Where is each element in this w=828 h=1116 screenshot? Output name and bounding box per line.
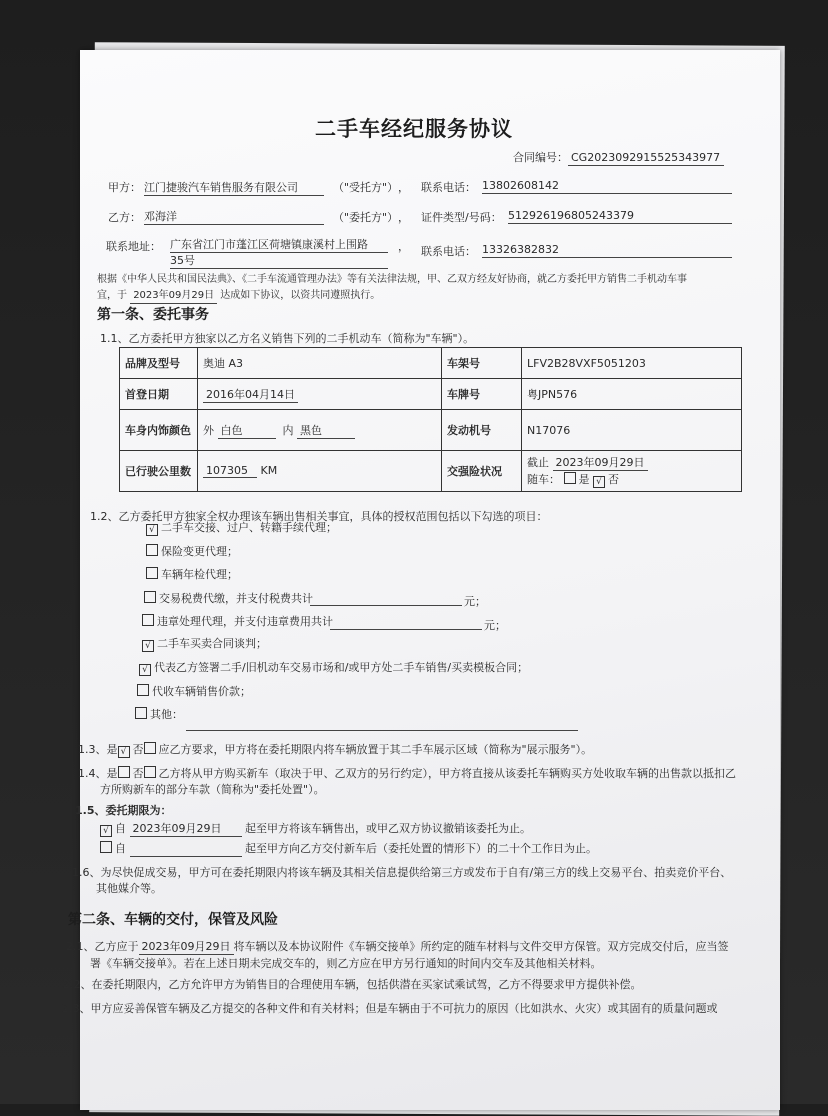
clause-1-4: 1.4、是 否 乙方将从甲方购买新车（取决于甲、乙双方的另行约定），甲方将直接从该委托车辆购买方处收取车辆的出售款以抵扣乙 [78, 767, 736, 780]
tax-yuan: 元； [464, 595, 486, 608]
vehicle-table [119, 347, 742, 492]
party-a-role: （"受托方"） [333, 181, 399, 194]
clause-1-5: 1.5、委托期限为： [75, 804, 172, 817]
outer-color: 白色 [218, 422, 276, 439]
insurance-label: 交强险状况 [442, 451, 522, 492]
delivery-date: 2023年09月29日 [139, 940, 234, 955]
option-item[interactable]: √ 二手车交接、过户、转籍手续代理； [146, 521, 337, 536]
plate-value: 粤JPN576 [522, 379, 742, 410]
clause-1-6: 1.6、为尽快促成交易，甲方可在委托期限内将该车辆及其相关信息提供给第三方或发布于自有/第三方的线上交易平台、拍卖竞价平台、 [72, 866, 732, 879]
contract-number-label: 合同编号： [513, 151, 568, 164]
clause-2-1-line-2: 署《车辆交接单》。若在上述日期未完成交车的，则乙方应在甲方另行通知的时间内交车及其他相关材料。 [90, 957, 602, 970]
party-a-phone-label: 联系电话： [421, 181, 476, 194]
option-item[interactable]: 交易税费代缴，并支付税费共计 [144, 591, 313, 606]
option-item[interactable]: √ 二手车买卖合同谈判； [142, 637, 267, 652]
brand-value: 奥迪 A3 [198, 348, 442, 379]
term-option-2[interactable]: 自 起至甲方向乙方交付新车后（委托处置的情形下）的二十个工作日为止。 [100, 841, 597, 857]
reg-date-label: 首登日期 [120, 379, 198, 410]
clause-2-3: 2.3、甲方应妥善保管车辆及乙方提交的各种文件和有关材料；但是车辆由于不可抗力的原因（比如洪水、火灾）或其固有的质量问题或 [62, 1002, 718, 1015]
tax-amount-blank[interactable] [310, 605, 462, 606]
option-checkbox[interactable] [146, 544, 158, 556]
table-row [120, 379, 742, 410]
clause-2-1: 2.1、乙方应于 2023年09月29日 将车辆以及本协议附件《车辆交接单》所约定的随车材料与文件交甲方保管。双方完成交付后，应当签 [66, 940, 729, 953]
term-2-checkbox[interactable] [100, 841, 112, 853]
address-line-1: 广东省江门市蓬江区荷塘镇康溪村上围路 [170, 238, 388, 253]
clause-1-3: 1.3、是 √ 否 应乙方要求，甲方将在委托期限内将车辆放置于其二手车展示区域（简称为"展示服务"）。 [78, 743, 593, 757]
party-a-label: 甲方： [108, 181, 141, 194]
party-b-id-label: 证件类型/号码： [421, 211, 502, 224]
mileage-value: 107305 [203, 464, 257, 478]
clause-1-1: 1.1、乙方委托甲方独家以乙方名义销售下列的二手机动车（简称为"车辆"）。 [100, 332, 475, 345]
party-a-name: 江门捷骏汽车销售服务有限公司 [144, 181, 324, 196]
option-item[interactable]: √ 代表乙方签署二手/旧机动车交易市场和/或甲方处二手车销售/买卖模板合同； [139, 661, 528, 676]
term-1-date: 2023年09月29日 [130, 822, 242, 837]
term-2-blank[interactable] [130, 842, 242, 857]
party-b-phone-label: 联系电话： [421, 245, 476, 258]
option-checkbox[interactable] [144, 591, 156, 603]
preamble-date: 2023年09月29日 [130, 289, 217, 304]
option-item[interactable]: 其他： [135, 707, 183, 722]
clause-1-4-yes-checkbox[interactable] [118, 766, 130, 778]
clause-1-3-yes-checkbox[interactable]: √ [118, 746, 130, 758]
party-b-label: 乙方： [108, 211, 141, 224]
term-option-1[interactable]: √ 自 2023年09月29日 起至甲方将该车辆售出，或甲乙双方协议撤销该委托为止。 [100, 822, 531, 837]
document-title: 二手车经纪服务协议 [315, 117, 513, 141]
party-b-role: （"委托方"） [333, 211, 399, 224]
option-checkbox[interactable] [135, 707, 147, 719]
mileage-unit: KM [260, 464, 278, 477]
table-row: 已行驶公里数 107305 KM 交强险状况 截止 2023年09月29日 随车： 是 √ 否 [120, 451, 742, 492]
engine-label: 发动机号 [442, 410, 522, 451]
party-b-phone: 13326382832 [482, 243, 732, 258]
section-1-title: 第一条、委托事务 [97, 307, 209, 323]
insurance-date: 2023年09月29日 [553, 454, 648, 471]
brand-label: 品牌及型号 [120, 348, 198, 379]
party-b-id: 512926196805243379 [508, 209, 732, 224]
preamble-line-2: 宜，于 2023年09月29日 达成如下协议，以资共同遵照执行。 [97, 289, 380, 304]
clause-2-2: 2.2、在委托期限内，乙方允许甲方为销售目的合理使用车辆，包括供潜在买家试乘试驾，乙方不得要求甲方提供补偿。 [63, 978, 642, 991]
plate-label: 车牌号 [442, 379, 522, 410]
engine-value: N17076 [522, 410, 742, 451]
checkbox-yes[interactable] [564, 472, 576, 484]
option-checkbox[interactable] [146, 567, 158, 579]
option-item[interactable]: 车辆年检代理； [146, 567, 238, 582]
address-line-2: 35号 [170, 254, 388, 269]
option-checkbox[interactable] [142, 614, 154, 626]
option-item[interactable]: 违章处理代理，并支付违章费用共计 [142, 614, 333, 629]
option-checkbox[interactable] [137, 684, 149, 696]
option-item[interactable]: 保险变更代理； [146, 544, 238, 559]
violation-amount-blank[interactable] [330, 629, 482, 630]
table-row: 车身内饰颜色 外 白色 内 黑色 发动机号 N17076 [120, 410, 742, 451]
preamble-line-1: 根据《中华人民共和国民法典》、《二手车流通管理办法》等有关法律法规，甲、乙双方经友好协商，就乙方委托甲方销售二手机动车事 [97, 274, 687, 285]
option-checkbox[interactable]: √ [146, 524, 158, 536]
violation-yuan: 元； [484, 619, 506, 632]
vin-label: 车架号 [442, 348, 522, 379]
party-a-phone: 13802608142 [482, 179, 732, 194]
clause-1-3-no-checkbox[interactable] [144, 742, 156, 754]
contract-number [513, 151, 724, 166]
option-checkbox[interactable]: √ [139, 664, 151, 676]
vin-value: LFV2B28VXF5051203 [522, 348, 742, 379]
table-row [120, 348, 742, 379]
contract-number-value: CG2023092915525343977 [568, 151, 724, 166]
checkbox-no[interactable]: √ [593, 476, 605, 488]
section-2-title: 第二条、车辆的交付，保管及风险 [68, 912, 278, 928]
clause-1-4-no-checkbox[interactable] [144, 766, 156, 778]
inner-color: 黑色 [297, 422, 355, 439]
reg-date-value: 2016年04月14日 [203, 386, 298, 403]
other-blank[interactable] [186, 730, 578, 731]
party-b-name: 邓海洋 [144, 210, 324, 225]
clause-1-6-line-2: 其他媒介等。 [96, 882, 162, 895]
address-label: 联系地址： [106, 240, 161, 253]
clause-1-2: 1.2、乙方委托甲方独家全权办理该车辆出售相关事宜，具体的授权范围包括以下勾选的项目： [90, 510, 548, 523]
option-checkbox[interactable]: √ [142, 640, 154, 652]
color-label: 车身内饰颜色 [120, 410, 198, 451]
option-item[interactable]: 代收车辆销售价款； [137, 684, 251, 699]
clause-1-4-line-2: 方所购新车的部分车款（简称为"委托处置"）。 [100, 783, 325, 796]
mileage-label: 已行驶公里数 [120, 451, 198, 492]
term-1-checkbox[interactable]: √ [100, 825, 112, 837]
